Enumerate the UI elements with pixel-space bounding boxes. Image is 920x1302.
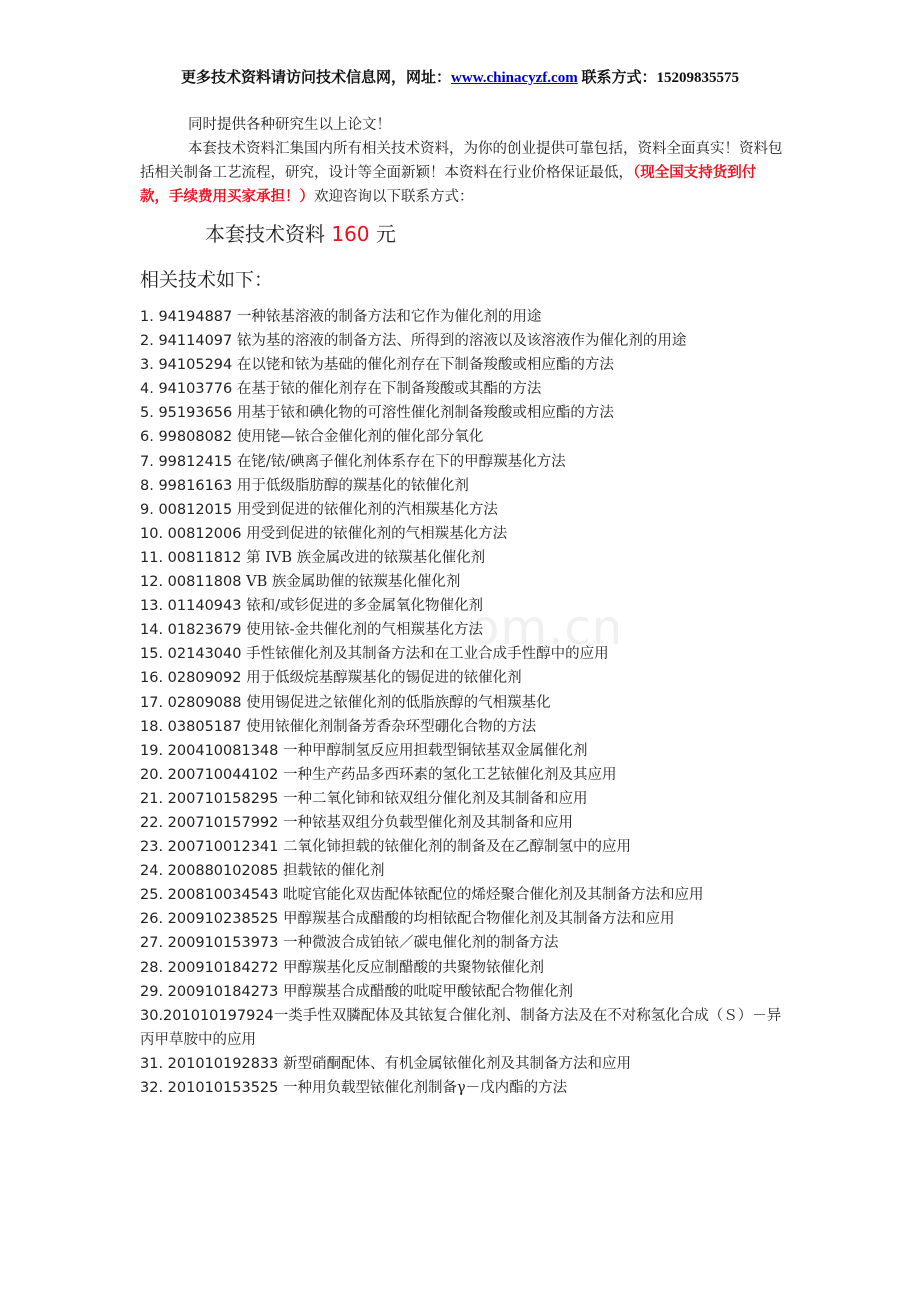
price-line <box>205 218 396 247</box>
list-item <box>140 522 790 546</box>
list-item <box>140 305 790 329</box>
list-item <box>140 1076 790 1100</box>
item-number: 8. 99816163 <box>140 477 233 494</box>
list-item <box>140 353 790 377</box>
item-title: 二氧化铈担载的铱催化剂的制备及在乙醇制氢中的应用 <box>282 839 631 856</box>
list-item <box>140 425 790 449</box>
watermark: om.cn <box>470 600 624 656</box>
item-number: 32. 201010153525 <box>140 1080 279 1096</box>
list-item <box>140 642 790 666</box>
intro-text-start: 本套技术资料汇集国内所有相关技术资料，为你的创业提供可靠包括，资料全面真实！资料包括相关制备工艺流程，研究，设计等全面新颖！本资料在行业价格保证最低， <box>140 141 783 181</box>
header-url-link[interactable]: www.chinacyzf.com <box>451 70 578 86</box>
item-number: 28. 200910184272 <box>140 959 279 976</box>
list-item <box>140 691 790 715</box>
item-number: 6. 99808082 <box>140 429 233 446</box>
item-title: 一种铱基溶液的制备方法和它作为催化剂的用途 <box>236 309 542 325</box>
price-amount: 160 <box>331 222 370 246</box>
item-title: 甲醇羰基化反应制醋酸的共聚物铱催化剂 <box>282 959 544 976</box>
list-item <box>140 666 790 690</box>
list-item <box>140 450 790 474</box>
list-item <box>140 498 790 522</box>
list-item <box>140 715 790 739</box>
list-item <box>140 907 790 931</box>
item-title: 用基于铱和碘化物的可溶性催化剂制备羧酸或相应酯的方法 <box>236 405 614 422</box>
list-item <box>140 763 790 787</box>
intro-red-note: （现全国支持货到付款，手续费用买家承担！） <box>140 164 757 205</box>
item-number: 1. 94194887 <box>140 309 233 325</box>
list-item <box>140 474 790 498</box>
item-number: 25. 200810034543 <box>140 887 279 904</box>
item-number: 7. 99812415 <box>140 453 233 470</box>
item-number: 17. 02809088 <box>140 694 242 711</box>
item-number: 14. 01823679 <box>140 622 242 639</box>
item-number: 10. 00812006 <box>140 525 242 542</box>
item-number: 12. 00811808 <box>140 574 242 591</box>
item-title: 第 IVB 族金属改进的铱羰基化催化剂 <box>246 549 486 566</box>
item-number: 22. 200710157992 <box>140 814 279 831</box>
item-title: 使用锡促进之铱催化剂的低脂族醇的气相羰基化 <box>246 694 551 711</box>
item-number: 16. 02809092 <box>140 670 242 687</box>
item-number: 26. 200910238525 <box>140 911 279 928</box>
item-number: 21. 200710158295 <box>140 790 279 807</box>
list-item <box>140 739 790 763</box>
intro-paragraph <box>140 137 785 209</box>
list-item <box>140 883 790 907</box>
item-number: 24. 200880102085 <box>140 863 279 880</box>
list-item <box>140 546 790 570</box>
item-number: 18. 03805187 <box>140 718 242 735</box>
list-item <box>140 1004 790 1052</box>
item-title: 铱为基的溶液的制备方法、所得到的溶液以及该溶液作为催化剂的用途 <box>236 333 687 350</box>
list-item <box>140 931 790 955</box>
list-item <box>140 329 790 353</box>
item-number: 20. 200710044102 <box>140 766 279 783</box>
item-title: 一种二氧化铈和铱双组分催化剂及其制备和应用 <box>282 790 588 807</box>
item-number: 29. 200910184273 <box>140 983 279 1000</box>
header-contact: 联系方式：15209835575 <box>577 70 739 86</box>
item-number: 31. 201010192833 <box>140 1055 279 1072</box>
item-title: 用受到促进的铱催化剂的气相羰基化方法 <box>246 525 508 542</box>
list-item <box>140 787 790 811</box>
related-title: 相关技术如下： <box>140 269 274 291</box>
page-header <box>0 66 920 87</box>
item-title: 使用铱催化剂制备芳香杂环型硼化合物的方法 <box>246 718 537 735</box>
item-number: 2. 94114097 <box>140 333 233 350</box>
item-number: 3. 94105294 <box>140 357 233 374</box>
item-number: 30.201010197924 <box>140 1007 274 1024</box>
item-title: 新型硝酮配体、有机金属铱催化剂及其制备方法和应用 <box>282 1055 631 1072</box>
price-suffix: 元 <box>369 222 396 246</box>
item-title: 担载铱的催化剂 <box>282 863 385 880</box>
item-title: 铱和/或钐促进的多金属氧化物催化剂 <box>246 598 483 615</box>
item-number: 15. 02143040 <box>140 646 242 663</box>
item-title: 一类手性双膦配体及其铱复合催化剂、制备方法及在不对称氢化合成（Ｓ）－异丙甲草胺中的应用 <box>140 1007 782 1048</box>
list-item <box>140 980 790 1004</box>
item-title: 甲醇羰基合成醋酸的均相铱配合物催化剂及其制备方法和应用 <box>282 911 675 928</box>
item-number: 9. 00812015 <box>140 501 233 518</box>
price-prefix: 本套技术资料 <box>205 222 332 246</box>
intro-text-end: 欢迎咨询以下联系方式： <box>314 189 474 205</box>
item-title: 用于低级脂肪醇的羰基化的铱催化剂 <box>236 477 469 494</box>
intro-line-1: 同时提供各种研究生以上论文！ <box>188 117 391 133</box>
list-item <box>140 594 790 618</box>
item-title: 使用铱-金共催化剂的气相羰基化方法 <box>246 622 483 639</box>
item-title: 用于低级烷基醇羰基化的锡促进的铱催化剂 <box>246 670 522 687</box>
item-number: 5. 95193656 <box>140 405 233 422</box>
item-number: 27. 200910153973 <box>140 935 279 952</box>
item-title: 在基于铱的催化剂存在下制备羧酸或其酯的方法 <box>236 381 542 398</box>
item-title: 甲醇羰基合成醋酸的吡啶甲酸铱配合物催化剂 <box>282 983 573 1000</box>
item-title: 用受到促进的铱催化剂的汽相羰基化方法 <box>236 501 498 518</box>
item-title: 在铑/铱/碘离子催化剂体系存在下的甲醇羰基化方法 <box>236 453 566 470</box>
list-item <box>140 570 790 594</box>
item-number: 23. 200710012341 <box>140 839 279 856</box>
item-number: 13. 01140943 <box>140 598 242 615</box>
item-title: 一种生产药品多西环素的氢化工艺铱催化剂及其应用 <box>282 766 617 783</box>
list-item <box>140 401 790 425</box>
item-title: 手性铱催化剂及其制备方法和在工业合成手性醇中的应用 <box>246 646 609 663</box>
item-title: 一种铱基双组分负载型催化剂及其制备和应用 <box>282 814 573 831</box>
item-title: 在以铑和铱为基础的催化剂存在下制备羧酸或相应酯的方法 <box>236 357 614 374</box>
list-item <box>140 956 790 980</box>
intro-section <box>140 113 785 209</box>
list-item <box>140 1052 790 1076</box>
header-prefix: 更多技术资料请访问技术信息网，网址： <box>181 70 452 86</box>
tech-list <box>140 305 790 1100</box>
item-title: 一种微波合成铂铱／碳电催化剂的制备方法 <box>282 935 559 952</box>
list-item <box>140 859 790 883</box>
item-title: 一种用负载型铱催化剂制备γ－戊内酯的方法 <box>282 1080 568 1096</box>
item-title: VB 族金属助催的铱羰基化催化剂 <box>246 574 461 591</box>
list-item <box>140 618 790 642</box>
item-title: 使用铑—铱合金催化剂的催化部分氧化 <box>236 429 484 446</box>
item-number: 19. 200410081348 <box>140 742 279 759</box>
list-item <box>140 377 790 401</box>
item-title: 吡啶官能化双齿配体铱配位的烯烃聚合催化剂及其制备方法和应用 <box>282 887 704 904</box>
item-title: 一种甲醇制氢反应用担载型铜铱基双金属催化剂 <box>282 742 588 759</box>
list-item <box>140 811 790 835</box>
item-number: 11. 00811812 <box>140 549 242 566</box>
list-item <box>140 835 790 859</box>
item-number: 4. 94103776 <box>140 381 233 398</box>
